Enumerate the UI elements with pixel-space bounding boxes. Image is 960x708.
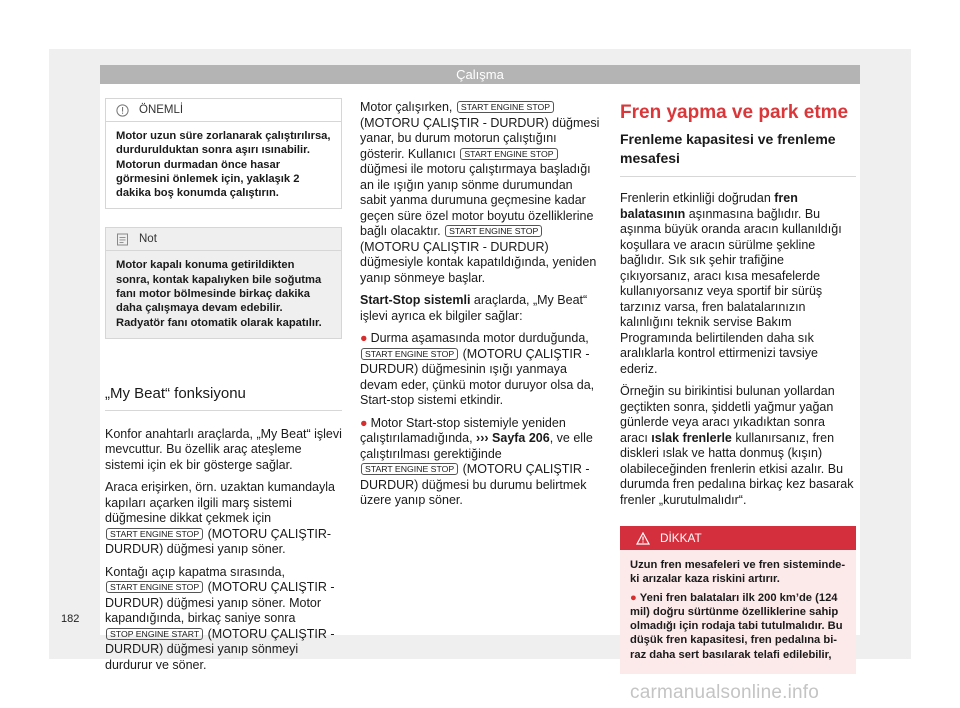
important-text: Motor uzun süre zorlanarak çalıştırılırsa, durdurulduktan sonra aşırı ısınabilir. Motorun durmadan önce hasar görmesini önlemek için, yaklaşık 2 dakika boş konumda çalıştırın. [116, 130, 331, 200]
paragraph: Konfor anahtarlı araçlarda, „My Beat“ işlevi mevcuttur. Bu özellik araç ateşleme sistemi için ek bir gösterge sağlar. [105, 426, 342, 472]
text-run: (MOTORU ÇALIŞTIR - DURDUR) düğmesi yanıp söner. Motor kapandığında, birkaç saniye sonra [105, 580, 335, 626]
paragraph [105, 565, 342, 674]
arrow-icon: ››› [476, 431, 489, 445]
paragraph [105, 480, 342, 558]
paragraph [620, 384, 856, 508]
column-middle [360, 100, 600, 516]
note-text: Motor kapalı konuma getirildikten sonra, kontak kapalıyken bile soğutma fanı motor bölmesinde birkaç dakika daha çalışmaya devam edebilir. Radyatör fanı otomatik olarak kapatılır. [116, 259, 322, 329]
text-run: Frenlerin etkinliği doğrudan [620, 191, 771, 205]
text-run: (MOTORU ÇALIŞTIR - DURDUR) düğmesinin ışığı yanmaya devam eder, çünkü motor duruyor olsa da, Start-stop sistemi etkindir. [360, 346, 595, 407]
column-right [616, 84, 856, 674]
warning-list-item [630, 591, 846, 662]
text-run: (MOTORU ÇALIŞTIR - DURDUR) düğmesi bu durumu belirtmek üzere yanıp söner. [360, 462, 590, 507]
text-run: Araca erişirken, örn. uzaktan kumandayla kapıları açarken ilgili marş sistemi düğmesine dikkat çekmek için [105, 480, 335, 526]
start-engine-stop-button-label: START ENGINE STOP [457, 101, 554, 113]
text-run: araçlarda, „My Beat“ işlevi ayrıca ek bilgiler sağlar: [360, 293, 588, 323]
important-label: ÖNEMLİ [139, 104, 184, 116]
text-run: Yeni fren balataları ilk 200 km’de (124 mil) doğru sürtünme özelliklerine sahip olmadığı için rodaja tabi tutulmalıdır. Bu düşük fren kapasitesi, fren pedalına bi-raz daha sert basılarak telafi edilebilir, [630, 591, 843, 661]
chapter-title: Fren yapma ve park etme [620, 102, 849, 123]
text-run: (MOTORU ÇALIŞTIR - DURDUR) düğmesi yanar, bu durum motorun çalıştığını gösterir. Kullanıcı [360, 115, 600, 161]
bullet-icon: ● [360, 415, 368, 430]
text-run: kullanırsanız, fren diskleri ıslak ve hatta donmuş (kışın) olabileceğinden frenlerin etkisi azalır. Bu durumda fren pedalına birkaç kez basarak frenler „kurutulmalıdır“. [620, 430, 854, 507]
column-left [105, 84, 342, 680]
section-title-brakes: Frenleme kapasitesi ve frenleme mesafesi [620, 130, 856, 177]
note-icon [116, 233, 129, 246]
note-label: Not [139, 233, 157, 246]
bold-term: fren balatasının [620, 191, 798, 221]
text-run: Motor çalışırken, [360, 100, 453, 114]
start-engine-stop-button-label: START ENGINE STOP [106, 581, 203, 593]
section-title-my-beat: „My Beat“ fonksiyonu [105, 385, 342, 411]
list-item [360, 331, 600, 409]
bold-term: Start-Stop sistemli [360, 293, 471, 307]
text-run: Durma aşamasında motor durduğunda, [370, 331, 589, 345]
page-reference-link[interactable]: Sayfa 206 [492, 431, 550, 445]
text-run: aşınmasına bağlıdır. Bu aşınma büyük oranda aracın kullanıldığı koşullara ve aracın sürülme şekline bağlıdır. Sık sık şehir trafiğine çıkıyorsanız, aracı kısa mesafelerde kullanıyorsanız veya sportif bir sürüş tarzınız varsa, fren balatalarınızın kalınlığını teknik servise Bakım Programında belirtilenden daha sık aralıklarla kontrol ettirmenizi tavsiye ederiz. [620, 206, 842, 376]
watermark: carmanualsonline.info [630, 682, 820, 703]
paragraph [360, 293, 600, 324]
bullet-icon: ● [630, 591, 637, 604]
warning-label: DİKKAT [660, 531, 702, 545]
bullet-icon: ● [360, 331, 368, 345]
text-run: düğmesi ile motoru çalıştırmaya başladığı an ile ışığın yanıp sönme durumundan sabit yanma durumuna geçmesine kadar geçen süre özel motor boyutu özelliklerine bağlı olacaktır. [360, 162, 594, 238]
text-run: Motor Start-stop sistemiyle yeniden çalıştırılamadığında, [360, 415, 566, 445]
paragraph [620, 191, 856, 377]
start-engine-stop-button-label: START ENGINE STOP [361, 348, 458, 360]
warning-text: Uzun fren mesafeleri ve fren sisteminde-ki arızalar kaza riskini artırır. [630, 559, 846, 586]
text-run: (MOTORU ÇALIŞTIR - DURDUR) düğmesi yanıp sönmeyi durdurur ve söner. [105, 626, 335, 672]
page-number: 182 [61, 613, 80, 625]
note-box [105, 227, 342, 338]
text-run: Örneğin su birikintisi bulunan yollardan geçtikten sonra, şiddetli yağmur yağan günlerde veya aracı yıkadıktan sonra aracı [620, 384, 835, 445]
paragraph [360, 100, 600, 286]
note-box-header [106, 228, 341, 251]
text-run: (MOTORU ÇALIŞTIR - DURDUR) düğmesiyle kontak kapatıldığında, yeniden yanıp sönmeye başlar. [360, 239, 597, 285]
text-run: (MOTORU ÇALIŞTIR-DURDUR) düğmesi yanıp söner. [105, 526, 332, 557]
text-run: , ve elle çalıştırılması gerektiğinde [360, 431, 593, 461]
bold-term: ıslak frenlerle [651, 430, 732, 445]
start-engine-stop-button-label: START ENGINE STOP [445, 225, 542, 237]
start-engine-stop-button-label: START ENGINE STOP [460, 148, 557, 160]
list-item [360, 416, 600, 509]
warning-triangle-icon [636, 532, 650, 545]
warning-box-header [620, 526, 856, 550]
stop-engine-start-button-label: STOP ENGINE START [106, 628, 203, 640]
warning-box [620, 526, 856, 674]
start-engine-stop-button-label: START ENGINE STOP [361, 463, 458, 475]
text-run: Kontağı açıp kapatma sırasında, [105, 564, 285, 579]
important-box-header [106, 99, 341, 122]
info-circle-icon [116, 104, 129, 117]
start-engine-stop-button-label: START ENGINE STOP [106, 528, 203, 540]
important-box [105, 98, 342, 209]
warning-body [620, 550, 856, 674]
page-header: Çalışma [100, 65, 860, 84]
